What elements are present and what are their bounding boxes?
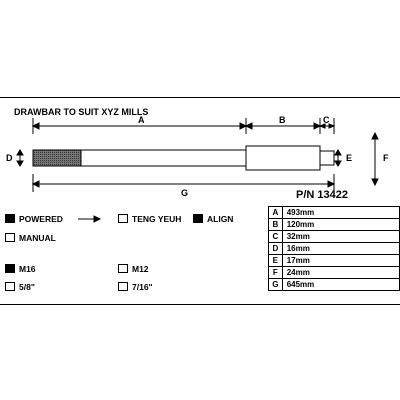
option-align[interactable]: ALIGN bbox=[193, 214, 233, 224]
option-manual[interactable]: MANUAL bbox=[5, 233, 56, 243]
checkbox-align[interactable] bbox=[193, 214, 203, 223]
spec-key: A bbox=[269, 207, 283, 219]
dimension-e-line bbox=[335, 150, 341, 166]
option-5-8[interactable]: 5/8" bbox=[5, 282, 35, 292]
spec-row bbox=[269, 255, 400, 267]
dimension-e-label: E bbox=[346, 153, 353, 163]
spec-value: 645mm bbox=[282, 279, 399, 291]
checkbox-teng-yeuh[interactable] bbox=[118, 214, 128, 223]
checkbox-5-8[interactable] bbox=[5, 282, 15, 291]
spec-value: 493mm bbox=[282, 207, 399, 219]
checkbox-m12[interactable] bbox=[118, 264, 128, 273]
spec-row bbox=[269, 279, 400, 291]
spec-key: B bbox=[269, 219, 283, 231]
spec-row bbox=[269, 267, 400, 279]
spec-value: 17mm bbox=[282, 255, 399, 267]
spec-table bbox=[268, 206, 400, 291]
dimension-f-line bbox=[372, 133, 378, 185]
option-teng-yeuh[interactable]: TENG YEUH bbox=[118, 214, 181, 224]
dimension-d-line bbox=[17, 150, 23, 166]
threaded-end bbox=[33, 150, 81, 166]
spec-key: E bbox=[269, 255, 283, 267]
dimension-d-label: D bbox=[6, 153, 13, 163]
spec-key: F bbox=[269, 267, 283, 279]
dimension-a-label: A bbox=[138, 115, 145, 125]
shoulder bbox=[246, 146, 320, 170]
option-7-16[interactable]: 7/16" bbox=[118, 282, 153, 292]
checkbox-powered[interactable] bbox=[5, 214, 15, 223]
checkbox-manual[interactable] bbox=[5, 233, 15, 242]
spec-row bbox=[269, 219, 400, 231]
drawing-title: DRAWBAR TO SUIT XYZ MILLS bbox=[14, 107, 149, 117]
dimension-f-label: F bbox=[383, 153, 389, 163]
dimension-c-label: C bbox=[323, 115, 330, 125]
part-number: P/N 13422 bbox=[296, 189, 348, 201]
dimension-g-label: G bbox=[181, 188, 189, 198]
spec-value: 16mm bbox=[282, 243, 399, 255]
pilot-end bbox=[320, 151, 334, 165]
option-m16[interactable]: M16 bbox=[5, 264, 36, 274]
option-powered[interactable]: POWERED bbox=[5, 214, 63, 224]
spec-row bbox=[269, 243, 400, 255]
option-m12[interactable]: M12 bbox=[118, 264, 149, 274]
spec-value: 24mm bbox=[282, 267, 399, 279]
spec-row bbox=[269, 207, 400, 219]
dimension-b-label: B bbox=[279, 115, 286, 125]
spec-value: 120mm bbox=[282, 219, 399, 231]
spec-key: D bbox=[269, 243, 283, 255]
powered-arrow-icon bbox=[78, 216, 100, 222]
spec-key: C bbox=[269, 231, 283, 243]
checkbox-7-16[interactable] bbox=[118, 282, 128, 291]
spec-key: G bbox=[269, 279, 283, 291]
spec-row bbox=[269, 231, 400, 243]
checkbox-m16[interactable] bbox=[5, 264, 15, 273]
spec-value: 32mm bbox=[282, 231, 399, 243]
